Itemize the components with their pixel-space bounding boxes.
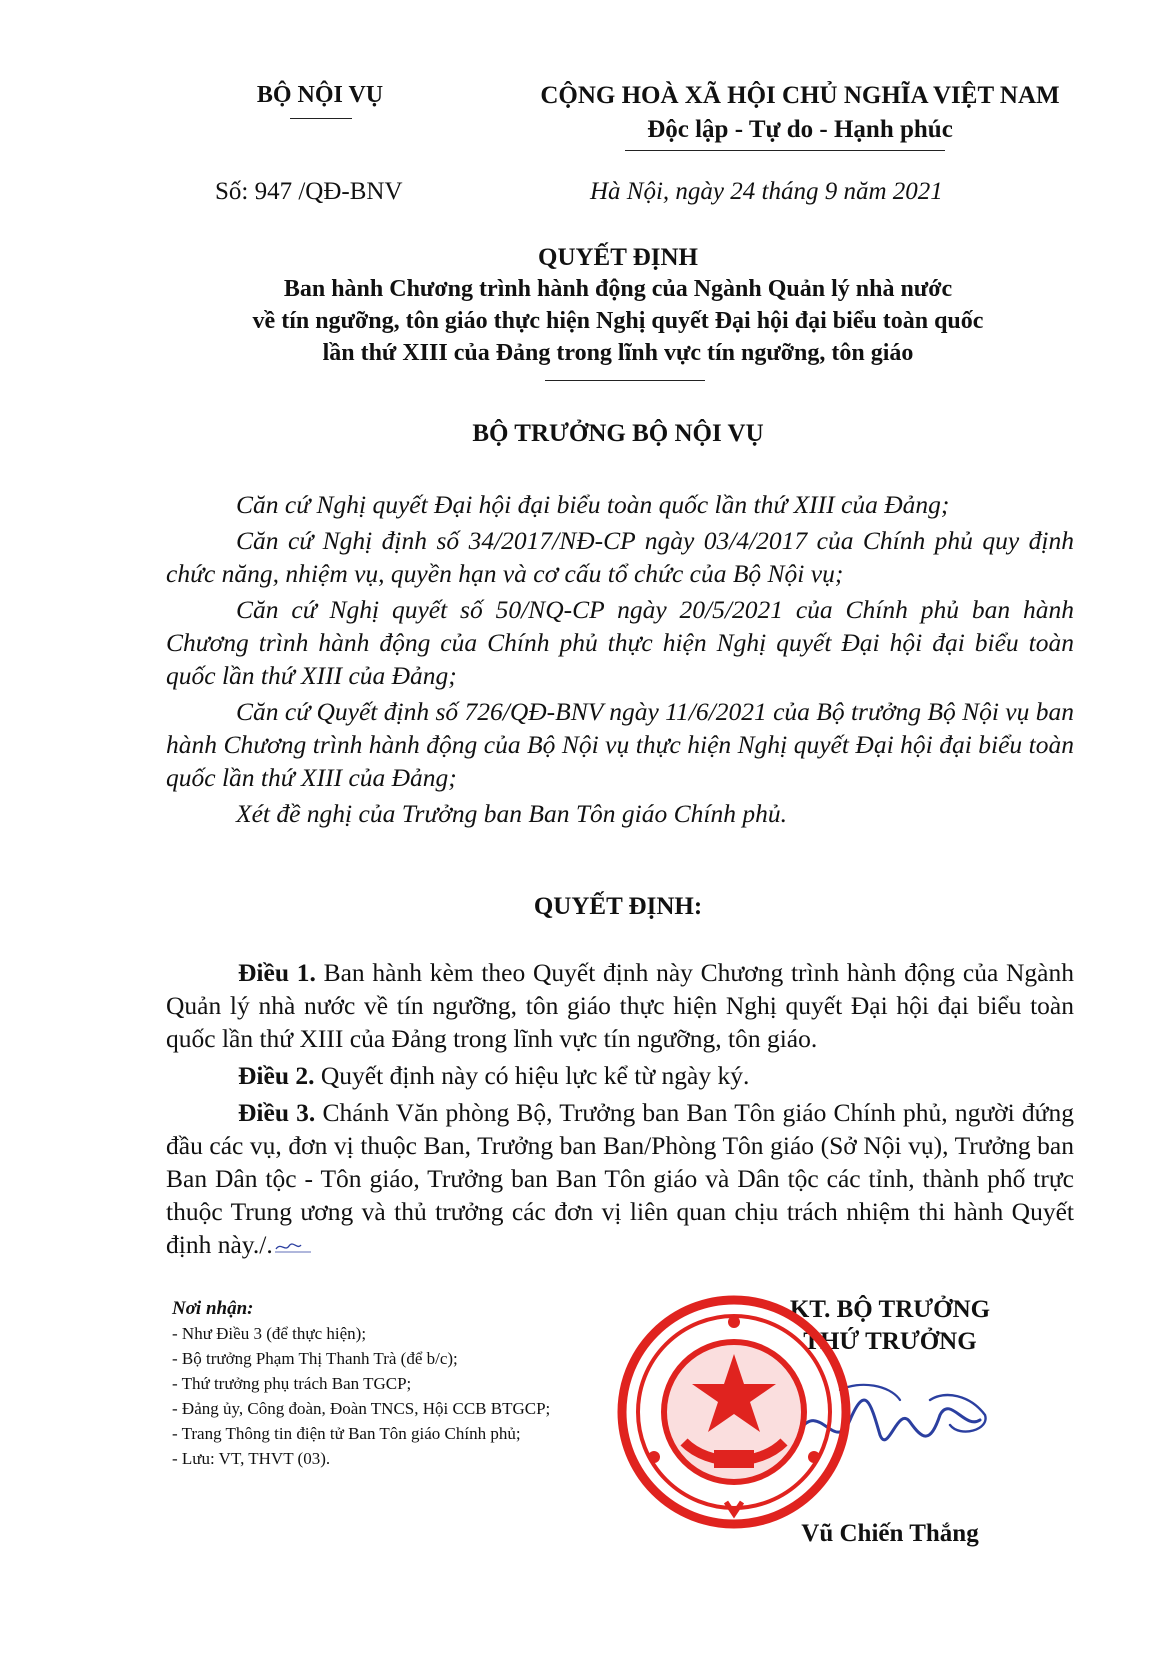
national-motto: Độc lập - Tự do - Hạnh phúc	[647, 116, 953, 143]
article-label: Điều 2.	[238, 1061, 315, 1090]
article-3	[166, 1096, 1074, 1261]
signer-name: Vũ Chiến Thắng	[801, 1520, 979, 1547]
article-text: Chánh Văn phòng Bộ, Trưởng ban Ban Tôn giáo Chính phủ, người đứng đầu các vụ, đơn vị thuộc Ban, Trưởng ban Ban/Phòng Tôn giáo (Sở Nội vụ), Trưởng ban Ban Dân tộc - Tôn giáo, Trưởng ban Ban Tôn giáo và Dân tộc các tỉnh, thành phố trực thuộc Trung ương và thủ trưởng các đơn vị liên quan chịu trách nhiệm thi hành Quyết định này./.	[166, 1098, 1075, 1259]
article-label: Điều 1.	[238, 958, 316, 987]
document-type: QUYẾT ĐỊNH	[538, 244, 698, 271]
article-text: Ban hành kèm theo Quyết định này Chương trình hành động của Ngành Quản lý nhà nước về tín ngưỡng, tôn giáo thực hiện Nghị quyết Đại hội đại biểu toàn quốc lần thứ XIII của Đảng trong lĩnh vực tín ngưỡng, tôn giáo.	[166, 958, 1074, 1053]
signer-title: KT. BỘ TRƯỞNG	[789, 1296, 991, 1323]
subject-line: về tín ngưỡng, tôn giáo thực hiện Nghị quyết Đại hội đại biểu toàn quốc	[252, 308, 984, 334]
recipients-heading: Nơi nhận:	[172, 1298, 254, 1319]
agency-underline	[290, 118, 352, 119]
place-and-date: Hà Nội, ngày 24 tháng 9 năm 2021	[590, 178, 943, 205]
article-1	[166, 956, 1074, 1055]
recipient-item: - Đảng ủy, Công đoàn, Đoàn TNCS, Hội CCB BTGCP;	[172, 1399, 551, 1418]
legal-basis-item: Xét đề nghị của Trưởng ban Ban Tôn giáo Chính phủ.	[236, 799, 787, 828]
legal-basis-item: Căn cứ Nghị quyết số 50/NQ-CP ngày 20/5/2021 của Chính phủ ban hành Chương trình hành động của Chính phủ thực hiện Nghị quyết Đại hội đại biểu toàn quốc lần thứ XIII của Đảng;	[166, 595, 1074, 690]
legal-basis-item: Căn cứ Nghị quyết Đại hội đại biểu toàn quốc lần thứ XIII của Đảng;	[236, 490, 950, 519]
recipients-list	[172, 1321, 642, 1471]
articles	[166, 956, 1074, 1265]
initial-mark-icon	[273, 1240, 313, 1254]
legal-basis	[166, 488, 1074, 833]
decision-heading: QUYẾT ĐỊNH:	[533, 893, 703, 920]
motto-underline	[625, 150, 945, 151]
legal-basis-item: Căn cứ Nghị định số 34/2017/NĐ-CP ngày 03/4/2017 của Chính phủ quy định chức năng, nhiệm vụ, quyền hạn và cơ cấu tổ chức của Bộ Nội vụ;	[166, 526, 1074, 588]
recipient-item: - Thứ trưởng phụ trách Ban TGCP;	[172, 1374, 412, 1393]
issuing-authority: BỘ TRƯỞNG BỘ NỘI VỤ	[472, 420, 764, 447]
title-underline	[545, 380, 705, 381]
legal-basis-item: Căn cứ Quyết định số 726/QĐ-BNV ngày 11/6/2021 của Bộ trưởng Bộ Nội vụ ban hành Chương trình hành động của Bộ Nội vụ thực hiện Nghị quyết Đại hội đại biểu toàn quốc lần thứ XIII của Đảng;	[166, 697, 1074, 792]
signer-position: THỨ TRƯỞNG	[803, 1328, 977, 1355]
article-2	[166, 1059, 1074, 1092]
official-seal-icon	[614, 1292, 854, 1532]
subject-line: lần thứ XIII của Đảng trong lĩnh vực tín ngưỡng, tôn giáo	[322, 340, 914, 366]
issuing-agency: BỘ NỘI VỤ	[256, 82, 384, 108]
recipient-item: - Lưu: VT, THVT (03).	[172, 1449, 331, 1468]
recipients-block	[172, 1296, 642, 1471]
national-title: CỘNG HOÀ XÃ HỘI CHỦ NGHĨA VIỆT NAM	[540, 82, 1060, 109]
recipient-item: - Trang Thông tin điện tử Ban Tôn giáo Chính phủ;	[172, 1424, 521, 1443]
article-label: Điều 3.	[238, 1098, 316, 1127]
document-number: Số: 947 /QĐ-BNV	[215, 178, 403, 205]
subject-line: Ban hành Chương trình hành động của Ngành Quản lý nhà nước	[283, 276, 953, 302]
recipient-item: - Như Điều 3 (để thực hiện);	[172, 1324, 367, 1343]
recipient-item: - Bộ trưởng Phạm Thị Thanh Trà (để b/c);	[172, 1349, 458, 1368]
article-text: Quyết định này có hiệu lực kể từ ngày ký.	[314, 1061, 750, 1090]
